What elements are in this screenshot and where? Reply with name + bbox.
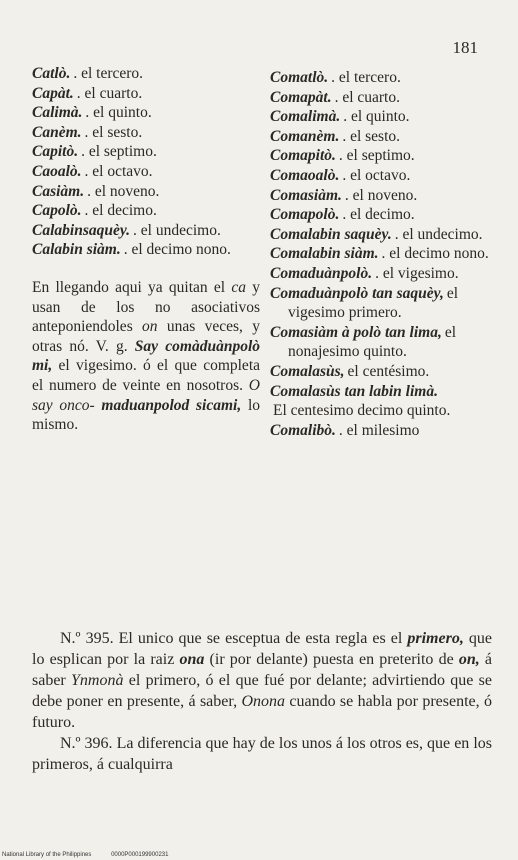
entry-gloss: . el cuarto.: [334, 88, 400, 106]
right-entry: [270, 107, 492, 127]
entry-word: Comapàt.: [270, 88, 332, 106]
entry-word: Comalibò.: [270, 421, 336, 439]
right-entry: [270, 284, 492, 323]
paragraph-396: [32, 733, 492, 775]
right-entry: [270, 362, 492, 382]
left-entry: [32, 240, 260, 260]
footer-library: National Library of the Philippines: [2, 852, 92, 858]
right-entry: [270, 421, 492, 441]
entry-word: Calabin siàm.: [32, 241, 121, 259]
right-entry: [270, 146, 492, 166]
para-395-text-2: que lo esplican por la raiz: [32, 630, 492, 668]
entry-gloss: el centésimo.: [347, 362, 430, 380]
para-395-primero: primero,: [407, 630, 464, 647]
left-entry: [32, 221, 260, 241]
entry-word: Comapitò.: [270, 147, 336, 165]
entry-gloss: . el septimo.: [338, 147, 415, 165]
left-entry: [32, 103, 260, 123]
entry-word: Comatlò.: [270, 69, 329, 86]
para-396-text: La diferencia que hay de los unos á los otros es, que en los primeros, á cualquirra: [32, 735, 492, 773]
para-395-text-6: cuando se habla por presente, ó futuro.: [32, 693, 492, 731]
entry-gloss: El centesimo decimo quinto.: [273, 402, 451, 420]
entry-gloss: . el milesimo: [338, 421, 420, 439]
entry-gloss: . el septimo.: [81, 143, 157, 161]
entry-word: Comalimà.: [270, 108, 341, 126]
right-entry: [270, 127, 492, 147]
entry-word: Canèm.: [32, 123, 82, 141]
right-entry: [270, 401, 492, 421]
entry-gloss: . el sesto.: [342, 127, 401, 145]
entry-word: Caoalò.: [32, 162, 82, 180]
entry-word: Comaoalò.: [270, 166, 340, 184]
para-395-text-1: El unico que se esceptua de esta regla es el: [113, 630, 408, 647]
para-text-3: unas veces, y otras nó. V. g.: [32, 318, 260, 355]
entry-gloss: el nonajesimo quinto.: [288, 323, 457, 361]
right-entry: [270, 205, 492, 225]
entry-gloss: . el noveno.: [344, 186, 418, 204]
entry-gloss: . el octavo.: [342, 166, 411, 184]
para-text-1: En llegando aqui ya quitan el: [32, 278, 232, 296]
entry-gloss: . el decimo nono.: [123, 241, 231, 259]
para-395-onona: Onona: [241, 693, 285, 710]
entry-word: Calabinsaquèy.: [32, 221, 131, 239]
right-entry: [270, 264, 492, 284]
left-entry: [32, 162, 260, 182]
left-entry: [32, 84, 260, 104]
entry-word: Capitò.: [32, 143, 79, 161]
left-column: [32, 64, 260, 435]
entry-word: Catlò.: [32, 65, 71, 82]
right-entry: [270, 166, 492, 186]
entry-gloss: el vigesimo primero.: [288, 284, 459, 322]
entry-gloss: . el tercero.: [331, 69, 401, 86]
entry-gloss: . el undecimo.: [394, 225, 483, 243]
entry-gloss: . el decimo.: [342, 206, 415, 224]
page-number: 181: [452, 38, 478, 57]
entry-word: Calimà.: [32, 104, 83, 122]
para-395-label: N.º 395.: [60, 630, 114, 647]
right-entry: [270, 186, 492, 206]
para-395-text-4: á saber: [32, 651, 493, 689]
para-text-2: y usan de los no asociativos anteponiendoles: [32, 278, 261, 336]
para-text-4: el vigesimo. ó el que completa el numero de veinte en nosotros.: [32, 357, 260, 394]
para-396-label: N.º 396.: [60, 735, 113, 752]
para-example-2b: maduanpolod sicami,: [101, 396, 242, 414]
entry-word: Comalabin siàm.: [270, 245, 379, 263]
entry-word: Capolò.: [32, 202, 82, 220]
entry-word: Comalasùs,: [270, 362, 345, 380]
right-entries: [270, 68, 492, 440]
left-entries: [32, 64, 260, 260]
entry-gloss: . el vigesimo.: [375, 264, 459, 282]
entry-gloss: . el tercero.: [73, 65, 144, 82]
entry-word: Comaduànpolò tan saquèy,: [270, 284, 444, 302]
entry-gloss: . el quinto.: [85, 104, 152, 122]
entry-word: Comalabin saquèy.: [270, 225, 392, 243]
entry-gloss: . el decimo.: [84, 202, 157, 220]
paragraph-395: [32, 628, 492, 733]
left-entry: [32, 201, 260, 221]
para-text-5: lo mismo.: [32, 396, 261, 434]
entry-word: Comasiàm.: [270, 186, 342, 204]
right-entry: [270, 88, 492, 108]
para-395-ynmona: Ynmonà: [71, 672, 124, 689]
para-example-1: Say comàduànpolò mi,: [32, 337, 260, 375]
para-395-text-3: (ir por delante) puesta en preterito de: [204, 651, 459, 668]
entry-word: Comanèm.: [270, 127, 340, 145]
entry-gloss: . el octavo.: [84, 162, 153, 180]
para-ca: ca: [231, 278, 246, 296]
entry-gloss: . el cuarto.: [76, 84, 143, 102]
para-395-text-5: el primero, ó el que fué por delante; advirtiendo que se debe poner en presente, á saber,: [32, 672, 492, 710]
para-395-on: on,: [458, 651, 480, 668]
left-entry: [32, 123, 260, 143]
entry-gloss: . el quinto.: [343, 108, 410, 126]
right-entry: [270, 382, 492, 402]
entry-word: Comalasùs tan labin limà.: [270, 382, 438, 400]
right-entry: [270, 225, 492, 245]
entry-gloss: . el sesto.: [84, 123, 143, 141]
footer-code: 0000P000199900231: [111, 852, 169, 858]
left-entry: [32, 182, 260, 202]
entry-word: Capàt.: [32, 84, 74, 102]
right-column: [270, 68, 492, 440]
para-example-2a: O say onco-: [32, 376, 260, 414]
entry-word: Casiàm.: [32, 182, 85, 200]
footer: [2, 852, 186, 858]
right-entry: [270, 244, 492, 264]
left-paragraph: [32, 278, 260, 435]
left-entry: [32, 142, 260, 162]
right-entry: [270, 68, 492, 88]
bottom-text: [32, 628, 492, 775]
entry-word: Comaduànpolò.: [270, 264, 373, 282]
para-on: on: [142, 318, 158, 336]
left-entry: [32, 64, 260, 84]
para-395-ona: ona: [179, 651, 205, 668]
entry-gloss: . el noveno.: [87, 182, 160, 200]
right-entry: [270, 323, 492, 362]
entry-gloss: . el decimo nono.: [381, 245, 489, 263]
entry-word: Comapolò.: [270, 206, 340, 224]
entry-word: Comasiàm à polò tan lima,: [270, 323, 442, 341]
entry-gloss: . el undecimo.: [133, 221, 221, 239]
